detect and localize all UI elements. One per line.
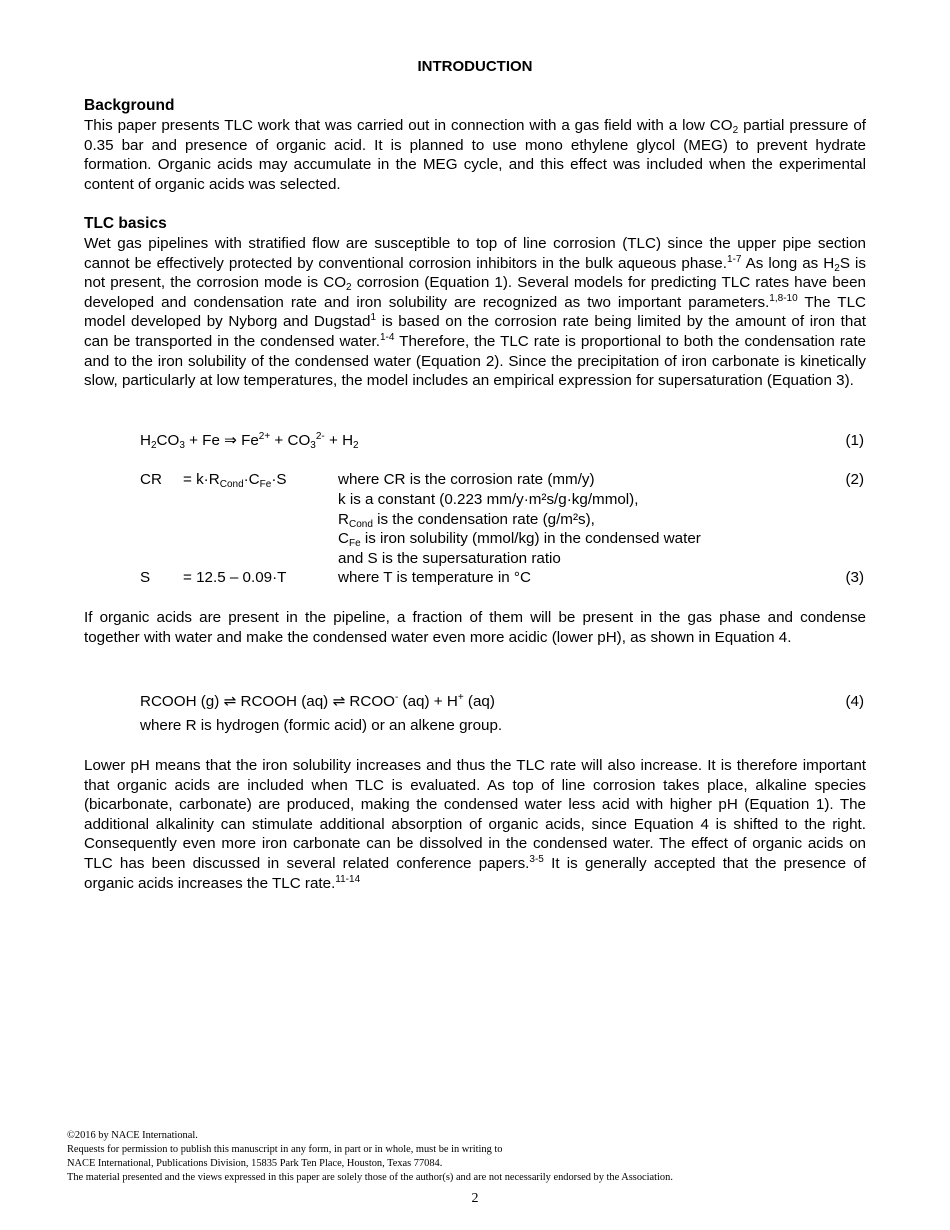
text-run: As long as H <box>741 254 835 272</box>
eq-term: + Fe ⇒ Fe <box>184 432 259 449</box>
background-paragraph <box>84 116 866 194</box>
eq-term: RCOOH (g) ⇌ RCOOH (aq) ⇌ RCOO <box>140 693 395 710</box>
eq-term: ·C <box>243 471 260 488</box>
text-run: The TLC model developed by Nyborg and Dugstad <box>84 293 866 331</box>
equation-2-number: (2) <box>845 471 864 488</box>
text-run: partial pressure of 0.35 bar and presence of organic acid. It is planned to use mono ethylene glycol (MEG) to prevent hydrate formation. Organic acids may accumulate in the MEG cycle, and this effect was included when the experimental content of organic acids was selected. <box>84 117 866 193</box>
copyright-footer <box>67 1129 673 1185</box>
subscript: Cond <box>219 479 244 490</box>
text-run: Wet gas pipelines with stratified flow are susceptible to top of line corrosion (TLC) since the upper pipe section cannot be effectively protected by conventional corrosion inhibitors in the bulk aqueous phase. <box>84 235 866 272</box>
equation-3-rhs: = 12.5 – 0.09·T <box>183 569 287 586</box>
eq-term: (aq) + H <box>398 693 458 710</box>
citation: 1,8-10 <box>769 292 798 304</box>
footer-line: ©2016 by NACE International. <box>67 1130 198 1141</box>
text-run: Lower pH means that the iron solubility increases and thus the TLC rate will also increase. It is therefore important that organic acids are included when TLC is evaluated. As top of line corrosion takes place, alkaline species (bicarbonate, carbonate) are produced, making the condensed water less acid with higher pH (Equation 1). The additional alkalinity can stimulate additional absorption of organic acids, since Equation 4 is shifted to the right. Consequently even more iron carbonate can be dissolved in the condensed water. The effect of organic acids on TLC has been discussed in several related conference papers. <box>84 757 866 872</box>
superscript: 2- <box>315 431 325 442</box>
eq-term: is the condensation rate (g/m²s), <box>372 511 595 528</box>
equation-2-where-3 <box>338 510 595 530</box>
eq-term: is iron solubility (mmol/kg) in the condensed water <box>360 530 701 547</box>
citation: 1-4 <box>379 331 395 343</box>
equation-2-rhs <box>183 470 287 490</box>
eq-term: H <box>140 432 151 449</box>
tlc-basics-paragraph <box>84 234 866 391</box>
subscript: 2 <box>834 262 840 274</box>
text-run: S is not present, the corrosion mode is CO <box>84 254 866 292</box>
eq-term: R <box>338 511 349 528</box>
subscript: 2 <box>346 282 352 294</box>
ph-paragraph <box>84 756 866 893</box>
equation-4-number: (4) <box>845 693 864 710</box>
equation-2-where-2: k is a constant (0.223 mm/y·m²s/g·kg/mmol), <box>338 491 639 508</box>
subscript: 3 <box>179 440 185 451</box>
eq-term: C <box>338 530 349 547</box>
superscript: 2+ <box>258 431 271 442</box>
superscript: - <box>394 692 399 703</box>
footer-line: The material presented and the views expressed in this paper are solely those of the author(s) and are not necessarily endorsed by the Association. <box>67 1172 673 1183</box>
eq-term: ·S <box>271 471 287 488</box>
citation: 11-14 <box>335 873 361 885</box>
equation-2-where-5: and S is the supersaturation ratio <box>338 550 561 567</box>
equation-2-where-1: where CR is the corrosion rate (mm/y) <box>338 471 595 488</box>
citation: 3-5 <box>529 853 544 865</box>
eq-term: CO <box>156 432 180 449</box>
eq-term: = k·R <box>183 471 220 488</box>
text-run: is based on the corrosion rate being limited by the amount of iron that can be transported in the condensed water. <box>84 313 866 350</box>
tlc-basics-heading: TLC basics <box>84 215 167 232</box>
footer-line: Requests for permission to publish this manuscript in any form, in part or in whole, must be in writing to <box>67 1144 503 1155</box>
text-run: Therefore, the TLC rate is proportional to both the condensation rate and to the iron solubility of the condensed water (Equation 2). Since the precipitation of iron carbonate is kinetically slow, particularly at low temperatures, the model includes an empirical expression for supersaturation (Equation 3). <box>84 332 866 390</box>
equation-4-where: where R is hydrogen (formic acid) or an alkene group. <box>140 717 503 734</box>
equation-3-lhs: S <box>140 569 151 586</box>
equation-3-number: (3) <box>845 569 864 586</box>
section-title: INTRODUCTION <box>417 58 533 75</box>
subscript: Fe <box>259 479 272 490</box>
subscript: Cond <box>348 519 373 530</box>
subscript: 3 <box>310 440 316 451</box>
organic-acids-paragraph: If organic acids are present in the pipeline, a fraction of them will be present in the gas phase and condense together with water and make the condensed water even more acidic (lower pH), as shown in Equation 4. <box>84 609 866 646</box>
subscript: 2 <box>353 440 359 451</box>
equation-2-where-4 <box>338 529 701 549</box>
text-run: corrosion (Equation 1). Several models for predicting TLC rates have been developed and condensation rate and iron solubility are recognized as two important parameters. <box>84 274 867 311</box>
text-run: This paper presents TLC work that was carried out in connection with a gas field with a low CO <box>84 117 733 134</box>
eq-term: + CO <box>270 432 311 449</box>
text-run: It is generally accepted that the presence of organic acids increases the TLC rate. <box>84 854 867 892</box>
equation-2-lhs: CR <box>140 471 162 488</box>
page-number: 2 <box>471 1191 479 1206</box>
eq-term: + H <box>324 432 354 449</box>
footer-line: NACE International, Publications Division, 15835 Park Ten Place, Houston, Texas 77084. <box>67 1158 443 1169</box>
citation: 1 <box>370 312 377 324</box>
equation-1-number: (1) <box>845 432 864 449</box>
subscript: Fe <box>348 538 361 549</box>
equation-1 <box>140 431 359 451</box>
subscript: 2 <box>150 440 157 451</box>
subscript: 2 <box>732 125 739 136</box>
equation-3-where: where T is temperature in °C <box>338 569 531 586</box>
superscript: + <box>457 692 464 703</box>
background-heading: Background <box>84 97 175 114</box>
citation: 1-7 <box>726 253 742 265</box>
eq-term: (aq) <box>463 693 495 710</box>
equation-4 <box>140 692 495 712</box>
